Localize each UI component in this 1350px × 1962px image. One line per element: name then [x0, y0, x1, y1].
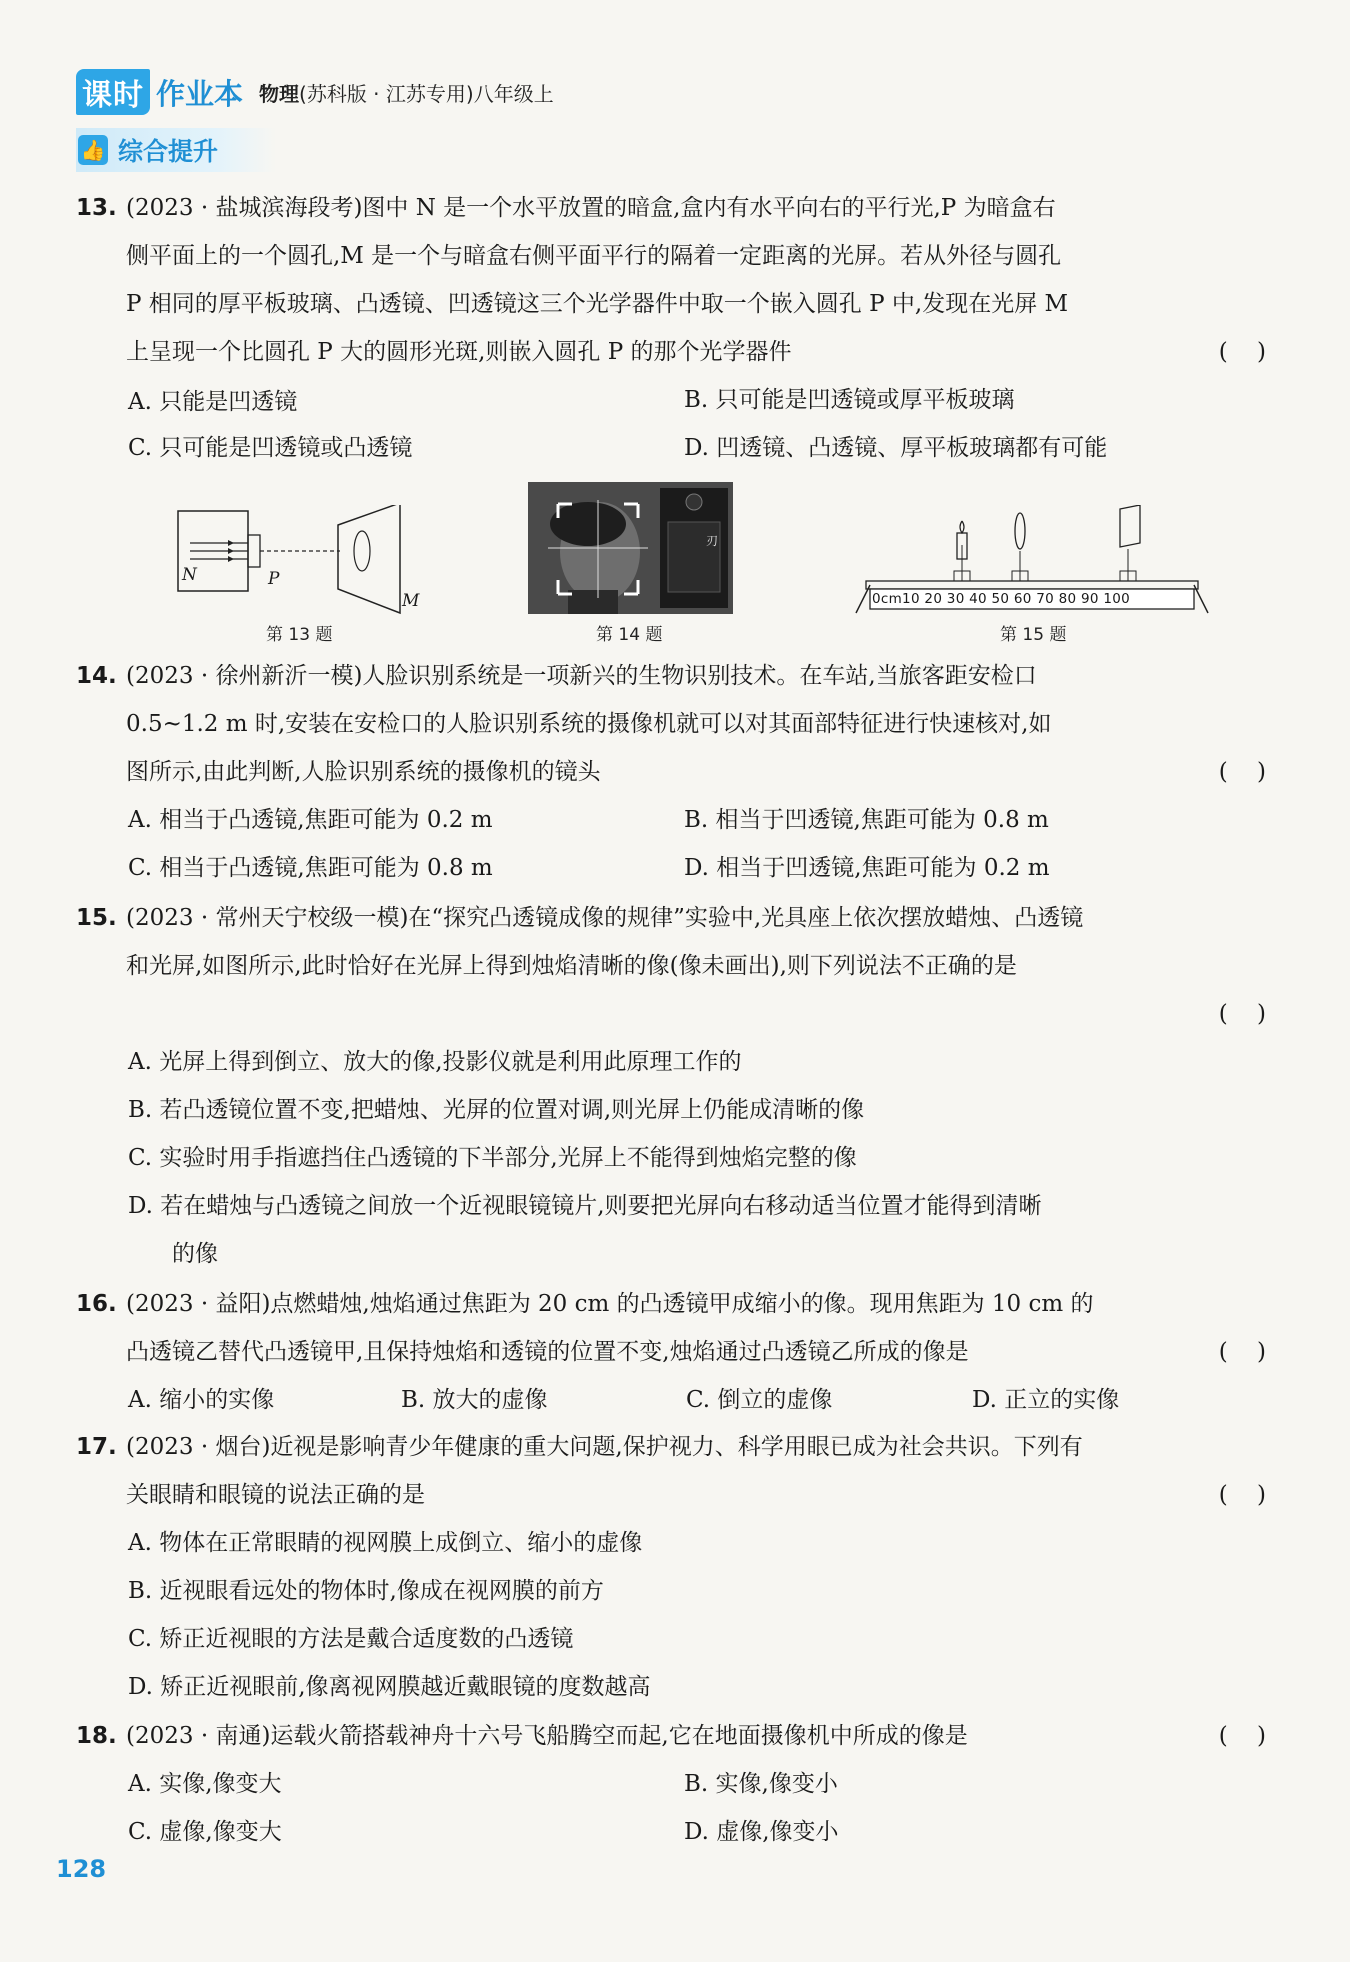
question-18 — [76, 1712, 1266, 1862]
option-d-continued: 的像 — [172, 1241, 218, 1267]
option-a: A. 光屏上得到倒立、放大的像,投影仪就是利用此原理工作的 — [128, 1049, 742, 1075]
question-text-line: (2023 · 烟台)近视是影响青少年健康的重大问题,保护视力、科学用眼已成为社会共识。下列有 — [126, 1434, 1083, 1460]
question-text-line: (2023 · 南通)运载火箭搭载神舟十六号飞船腾空而起,它在地面摄像机中所成的像是 — [126, 1723, 968, 1749]
answer-blank: ( ) — [1218, 1001, 1266, 1027]
question-text-line: (2023 · 常州天宁校级一模)在“探究凸透镜成像的规律”实验中,光具座上依次摆放蜡烛、凸透镜 — [126, 905, 1084, 931]
question-text-line: 侧平面上的一个圆孔,M 是一个与暗盒右侧平面平行的隔着一定距离的光屏。若从外径与圆孔 — [126, 243, 1062, 269]
option-b: B. 近视眼看远处的物体时,像成在视网膜的前方 — [128, 1578, 604, 1604]
question-16 — [76, 1280, 1266, 1430]
question-number: 17. — [76, 1434, 117, 1460]
question-text-line: (2023 · 益阳)点燃蜡烛,烛焰通过焦距为 20 cm 的凸透镜甲成缩小的像。现用焦距为 10 cm 的 — [126, 1291, 1094, 1317]
figure-15 — [852, 505, 1212, 615]
figure-14-caption: 第 14 题 — [596, 625, 663, 645]
figure-15-caption: 第 15 题 — [1000, 625, 1067, 645]
series-title: 作业本 — [156, 76, 244, 111]
question-text-line: 凸透镜乙替代凸透镜甲,且保持烛焰和透镜的位置不变,烛焰通过凸透镜乙所成的像是 — [126, 1339, 969, 1365]
option-d: D. 矫正近视眼前,像离视网膜越近戴眼镜的度数越高 — [128, 1674, 651, 1700]
option-a: A. 物体在正常眼睛的视网膜上成倒立、缩小的虚像 — [128, 1530, 643, 1556]
label-p: P — [268, 569, 280, 589]
option-b: B. 只可能是凹透镜或厚平板玻璃 — [684, 387, 1015, 413]
page-number: 128 — [56, 1855, 107, 1883]
thumbs-up-icon: 👍 — [78, 135, 108, 165]
option-a: A. 只能是凹透镜 — [128, 389, 298, 415]
book-subtitle — [259, 78, 554, 107]
question-text-line: 和光屏,如图所示,此时恰好在光屏上得到烛焰清晰的像(像未画出),则下列说法不正确的是 — [126, 953, 1017, 979]
subject-label: 物理 — [259, 81, 300, 106]
book-header — [76, 70, 554, 114]
question-text-line: (2023 · 盐城滨海段考)图中 N 是一个水平放置的暗盒,盒内有水平向右的平行光,P 为暗盒右 — [126, 195, 1056, 221]
option-d: D. 虚像,像变小 — [684, 1819, 839, 1845]
option-c: C. 实验时用手指遮挡住凸透镜的下半部分,光屏上不能得到烛焰完整的像 — [128, 1145, 857, 1171]
label-n: N — [182, 565, 197, 585]
edition-label: (苏科版 · 江苏专用)八年级上 — [299, 81, 554, 106]
option-d: D. 凹透镜、凸透镜、厚平板玻璃都有可能 — [684, 435, 1108, 461]
series-logo: 课时 — [76, 69, 150, 115]
option-d: D. 正立的实像 — [972, 1387, 1120, 1413]
question-number: 15. — [76, 905, 117, 931]
answer-blank: ( ) — [1218, 1339, 1266, 1365]
question-17 — [76, 1423, 1266, 1713]
question-text-line: 0.5~1.2 m 时,安装在安检口的人脸识别系统的摄像机就可以对其面部特征进行快速核对,如 — [126, 711, 1052, 737]
question-text-line: 图所示,由此判断,人脸识别系统的摄像机的镜头 — [126, 759, 601, 785]
question-14 — [76, 652, 1266, 881]
option-a: A. 实像,像变大 — [128, 1771, 282, 1797]
option-a: A. 缩小的实像 — [128, 1387, 275, 1413]
option-a: A. 相当于凸透镜,焦距可能为 0.2 m — [128, 807, 493, 833]
option-b: B. 实像,像变小 — [684, 1771, 838, 1797]
option-c: C. 虚像,像变大 — [128, 1819, 282, 1845]
sign-label: 刃 — [706, 534, 719, 548]
option-b: B. 相当于凹透镜,焦距可能为 0.8 m — [684, 807, 1049, 833]
answer-blank: ( ) — [1218, 1723, 1266, 1749]
option-b: B. 若凸透镜位置不变,把蜡烛、光屏的位置对调,则光屏上仍能成清晰的像 — [128, 1097, 865, 1123]
answer-blank: ( ) — [1218, 1482, 1266, 1508]
option-d: D. 若在蜡烛与凸透镜之间放一个近视眼镜镜片,则要把光屏向右移动适当位置才能得到清晰 — [128, 1193, 1042, 1219]
option-d: D. 相当于凹透镜,焦距可能为 0.2 m — [684, 855, 1050, 881]
question-15 — [76, 894, 1266, 1274]
question-text-line: (2023 · 徐州新沂一模)人脸识别系统是一项新兴的生物识别技术。在车站,当旅客距安检口 — [126, 663, 1037, 689]
figure-13-caption: 第 13 题 — [266, 625, 333, 645]
face-recognition-photo — [528, 482, 733, 614]
option-b: B. 放大的虚像 — [401, 1387, 548, 1413]
answer-blank: ( ) — [1218, 759, 1266, 785]
option-c: C. 倒立的虚像 — [686, 1387, 833, 1413]
question-number: 13. — [76, 195, 117, 221]
option-c: C. 相当于凸透镜,焦距可能为 0.8 m — [128, 855, 493, 881]
option-c: C. 矫正近视眼的方法是戴合适度数的凸透镜 — [128, 1626, 574, 1652]
answer-blank: ( ) — [1218, 339, 1266, 365]
question-number: 18. — [76, 1723, 117, 1749]
question-text-line: 上呈现一个比圆孔 P 大的圆形光斑,则嵌入圆孔 P 的那个光学器件 — [126, 339, 792, 365]
section-heading — [76, 128, 276, 172]
section-title: 综合提升 — [118, 137, 219, 166]
ruler-scale: 0cm10 20 30 40 50 60 70 80 90 100 — [872, 591, 1131, 607]
question-text-line: P 相同的厚平板玻璃、凸透镜、凹透镜这三个光学器件中取一个嵌入圆孔 P 中,发现在光屏 M — [126, 291, 1069, 317]
question-number: 14. — [76, 663, 117, 689]
label-m: M — [402, 591, 420, 611]
option-c: C. 只可能是凹透镜或凸透镜 — [128, 435, 413, 461]
question-number: 16. — [76, 1291, 117, 1317]
question-13 — [76, 184, 1266, 461]
figure-14 — [528, 482, 733, 614]
question-text-line: 关眼睛和眼镜的说法正确的是 — [126, 1482, 425, 1508]
